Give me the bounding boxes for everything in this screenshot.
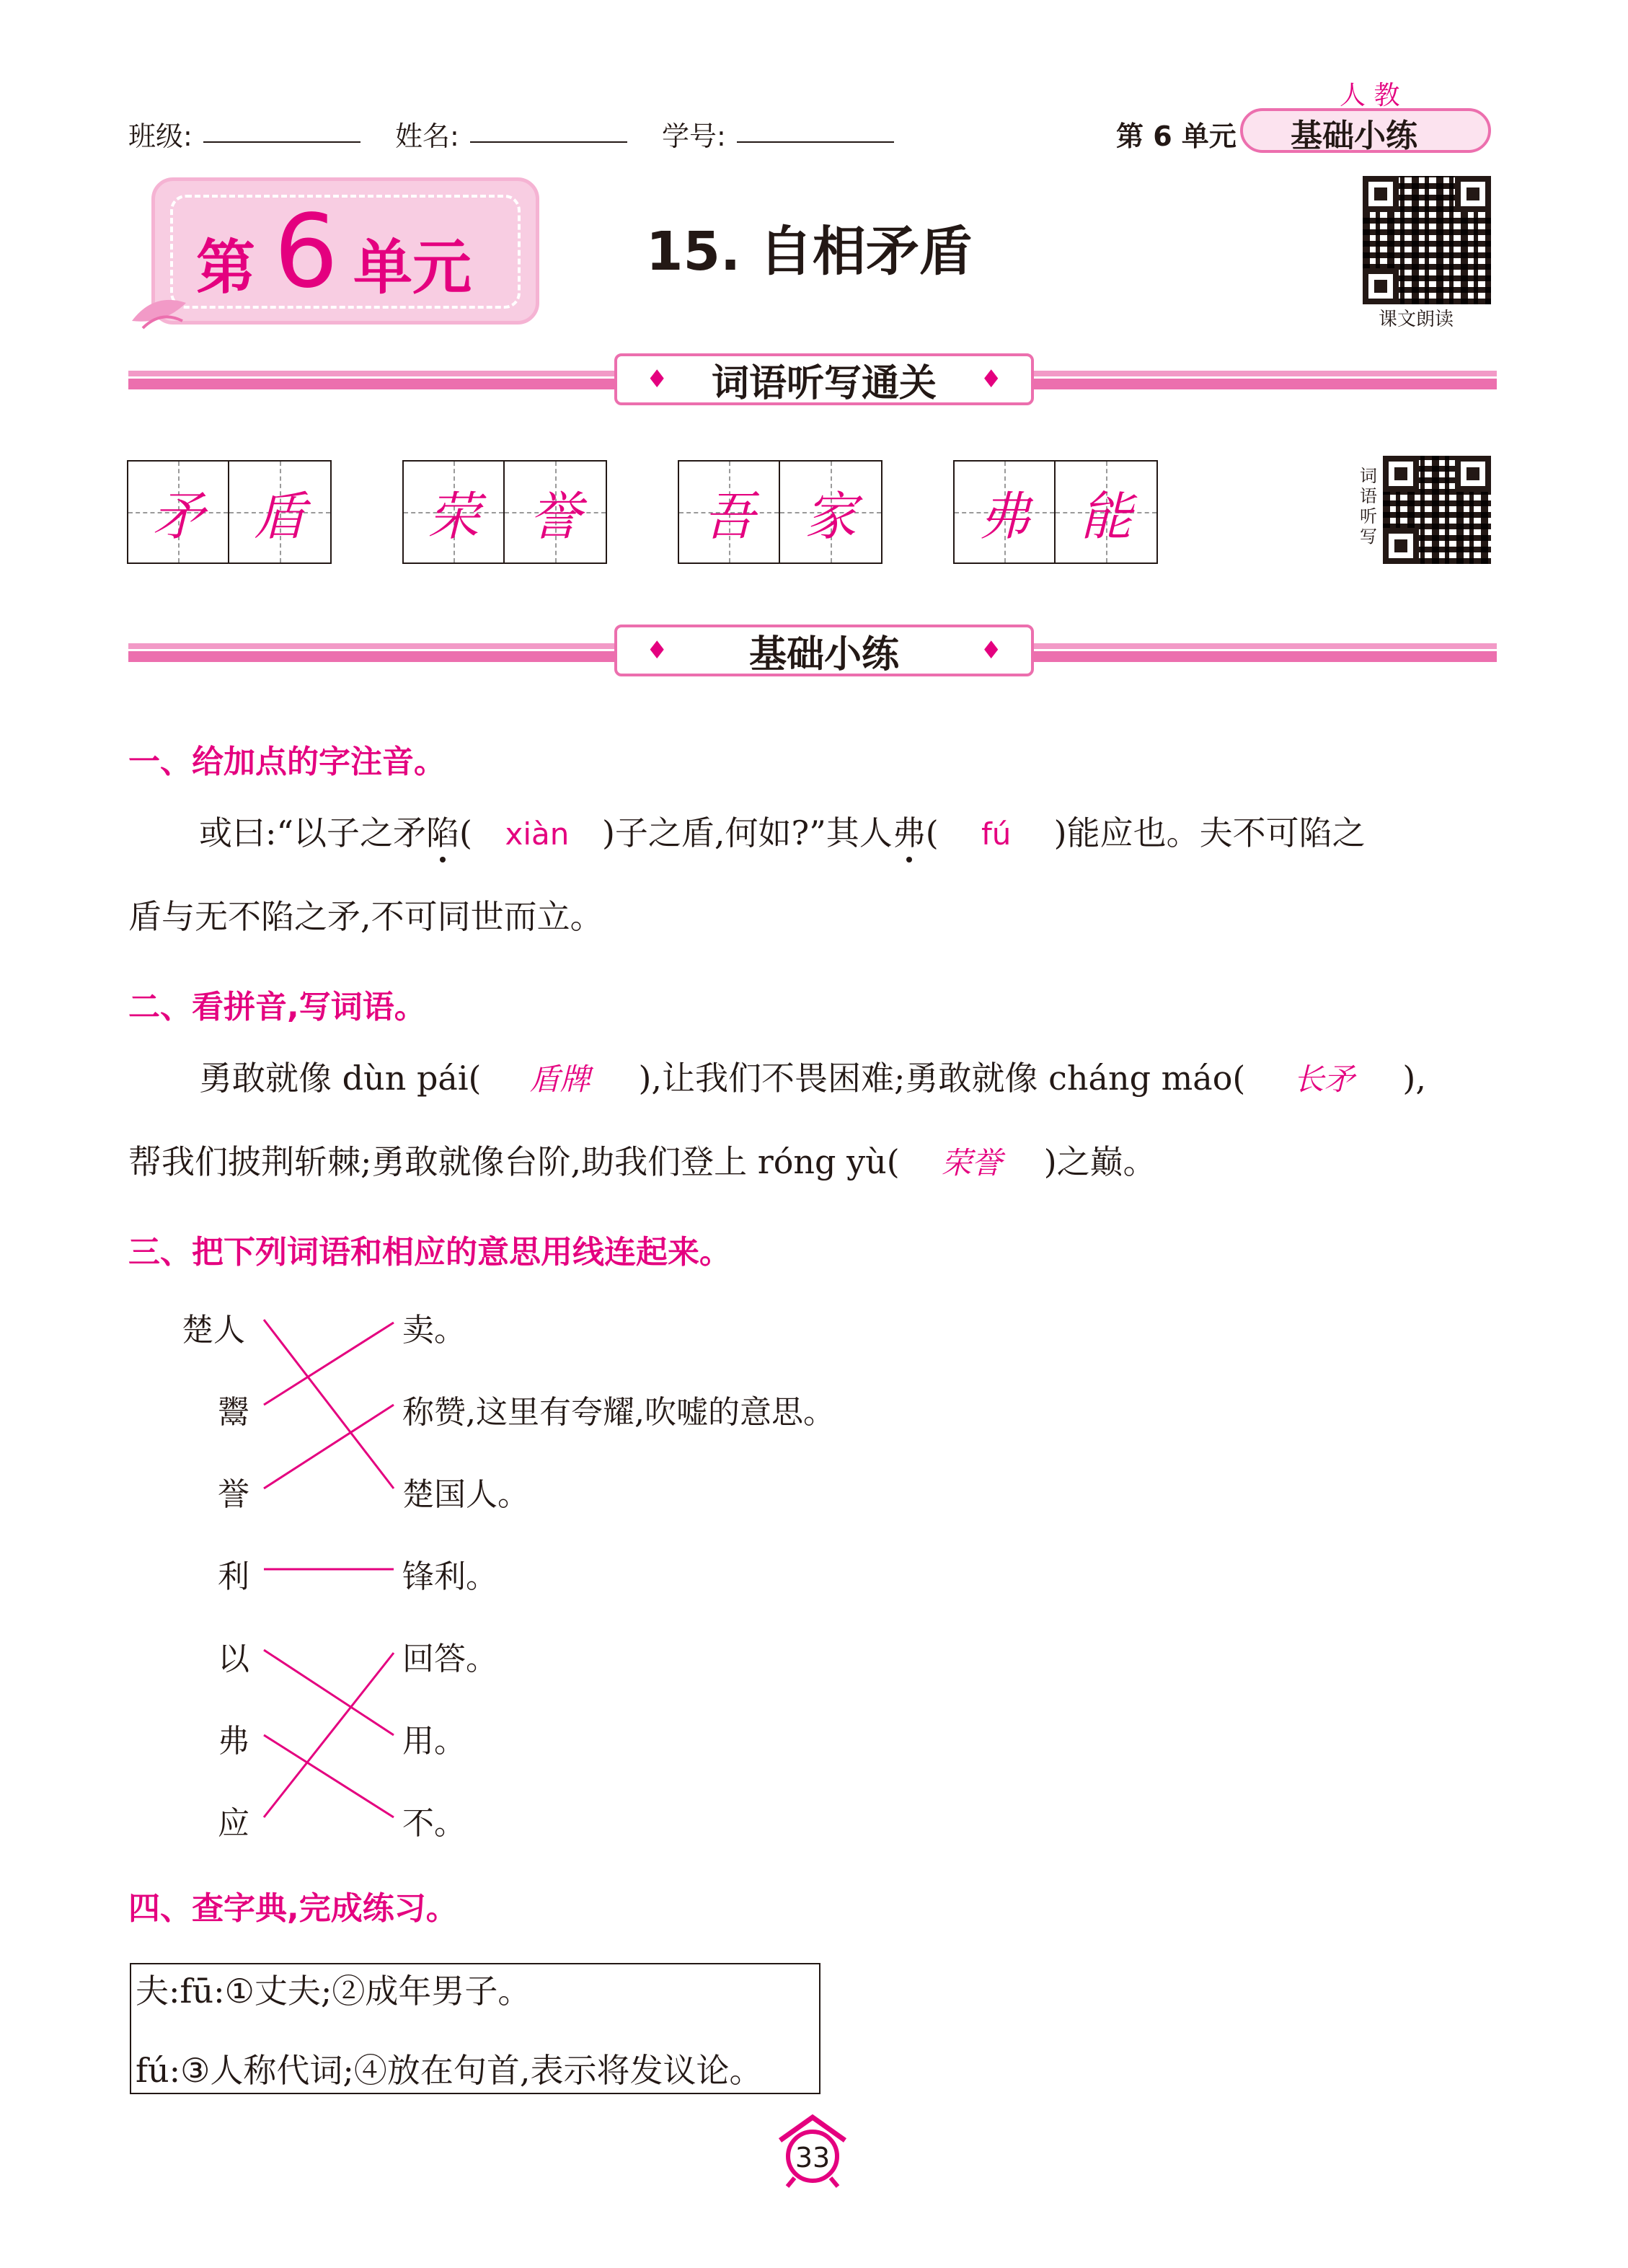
practice-bar-right bbox=[1031, 643, 1497, 662]
grid-cell bbox=[955, 462, 1056, 562]
grid-cell bbox=[128, 462, 229, 562]
right-item[interactable]: 用。 bbox=[402, 1723, 466, 1760]
left-item[interactable]: 弗 bbox=[218, 1723, 249, 1760]
match-line bbox=[264, 1405, 394, 1488]
q2-text: 勇敢就像 dùn pái( bbox=[199, 1059, 482, 1098]
match-line bbox=[264, 1735, 394, 1817]
q1-text: 或曰:“以子之矛 bbox=[199, 813, 427, 852]
right-item[interactable]: 锋利。 bbox=[402, 1558, 497, 1595]
match-line bbox=[264, 1653, 394, 1817]
name-field[interactable] bbox=[470, 141, 627, 143]
q1-title: 一、给加点的字注音。 bbox=[128, 744, 446, 780]
qr-code-dictation[interactable] bbox=[1383, 456, 1491, 564]
qr-caption-reading: 课文朗读 bbox=[1379, 309, 1454, 330]
right-item[interactable]: 卖。 bbox=[402, 1312, 466, 1349]
grid-cell bbox=[780, 462, 881, 562]
qr-caption-dictation: 词语听写 bbox=[1360, 466, 1377, 547]
q1-text: ( bbox=[925, 813, 939, 852]
dotted-char: 陷 bbox=[426, 813, 460, 852]
left-item[interactable]: 誉 bbox=[218, 1476, 249, 1513]
class-field[interactable] bbox=[203, 141, 360, 143]
lesson-title: 15. 自相矛盾 bbox=[646, 221, 973, 283]
right-item[interactable]: 称赞,这里有夸耀,吹嘘的意思。 bbox=[402, 1394, 835, 1431]
right-item[interactable]: 楚国人。 bbox=[402, 1476, 529, 1513]
q3-title: 三、把下列词语和相应的意思用线连起来。 bbox=[128, 1234, 731, 1271]
right-item[interactable]: 回答。 bbox=[402, 1641, 497, 1677]
grid-char: 家 bbox=[804, 486, 857, 547]
dictation-title-box bbox=[614, 353, 1034, 405]
word-grid-3 bbox=[678, 460, 882, 564]
q2-answer-3[interactable]: 荣誉 bbox=[941, 1145, 1002, 1181]
grid-char: 矛 bbox=[151, 486, 204, 547]
left-item[interactable]: 以 bbox=[218, 1641, 249, 1677]
q1-line-2: 盾与无不陷之矛,不可同世而立。 bbox=[128, 897, 603, 936]
grid-cell bbox=[1056, 462, 1156, 562]
q1-answer-2[interactable]: fú bbox=[981, 816, 1012, 852]
grid-cell bbox=[229, 462, 330, 562]
match-line bbox=[264, 1323, 394, 1405]
q2-text: ), bbox=[1402, 1059, 1426, 1098]
dictation-bar-left bbox=[128, 371, 617, 389]
word-grid-2 bbox=[402, 460, 607, 564]
practice-bar-left bbox=[128, 643, 617, 662]
diamond-icon: ♦ bbox=[646, 365, 668, 394]
match-line bbox=[264, 1320, 394, 1488]
q4-title: 四、查字典,完成练习。 bbox=[128, 1890, 458, 1927]
brand-text: 基础小练 bbox=[1291, 118, 1417, 154]
q2-answer-1[interactable]: 盾牌 bbox=[529, 1062, 590, 1097]
diamond-icon: ♦ bbox=[980, 365, 1002, 394]
match-line bbox=[264, 1650, 394, 1735]
leaf-icon bbox=[128, 288, 193, 332]
grid-cell bbox=[404, 462, 505, 562]
diamond-icon: ♦ bbox=[980, 636, 1002, 665]
unit-badge-suffix: 单元 bbox=[353, 234, 472, 302]
unit-label: 第 6 单元 bbox=[1116, 120, 1237, 152]
q2-title: 二、看拼音,写词语。 bbox=[128, 989, 426, 1025]
q2-line-1 bbox=[199, 1059, 1426, 1098]
diamond-icon: ♦ bbox=[646, 636, 668, 665]
unit-badge-prefix: 第 bbox=[196, 234, 256, 302]
unit-badge-number: 6 bbox=[274, 193, 339, 311]
left-item[interactable]: 鬻 bbox=[218, 1394, 249, 1431]
student-id-field[interactable] bbox=[737, 141, 894, 143]
q2-text: ),让我们不畏困难;勇敢就像 cháng máo( bbox=[638, 1059, 1246, 1098]
grid-char: 吾 bbox=[702, 486, 755, 547]
practice-title-box bbox=[614, 625, 1034, 676]
grid-char: 能 bbox=[1079, 486, 1132, 547]
practice-title: 基础小练 bbox=[748, 632, 899, 676]
q1-text: ( bbox=[459, 813, 472, 852]
grid-char: 荣 bbox=[427, 486, 479, 547]
grid-cell bbox=[505, 462, 606, 562]
name-label: 姓名: bbox=[395, 120, 459, 152]
q2-line-2 bbox=[128, 1142, 1156, 1181]
class-label: 班级: bbox=[128, 120, 193, 152]
dictation-title: 词语听写通关 bbox=[711, 361, 937, 405]
dictation-bar-right bbox=[1031, 371, 1497, 389]
word-grid-4 bbox=[953, 460, 1158, 564]
q1-text: )能应也。夫不可陷之 bbox=[1053, 813, 1366, 852]
q1-line-1 bbox=[199, 813, 1366, 852]
student-id-label: 学号: bbox=[662, 120, 726, 152]
grid-cell bbox=[679, 462, 780, 562]
grid-char: 弗 bbox=[978, 486, 1030, 547]
left-item[interactable]: 应 bbox=[218, 1805, 249, 1842]
brand-top-text: 人 教 bbox=[1340, 81, 1400, 110]
q1-text: )子之盾,何如?”其人 bbox=[601, 813, 893, 852]
left-item[interactable]: 利 bbox=[218, 1558, 249, 1595]
dictionary-line-1: 夫:fū:①丈夫;②成年男子。 bbox=[136, 1972, 531, 2011]
dictionary-line-2: fú:③人称代词;④放在句首,表示将发议论。 bbox=[136, 2051, 763, 2090]
grid-char: 盾 bbox=[253, 486, 306, 547]
q2-text: 帮我们披荆斩棘;勇敢就像台阶,助我们登上 róng yù( bbox=[128, 1142, 900, 1181]
dotted-char: 弗 bbox=[892, 813, 926, 852]
right-item[interactable]: 不。 bbox=[402, 1805, 466, 1842]
left-item[interactable]: 楚人 bbox=[182, 1312, 245, 1349]
qr-code-text-reading[interactable] bbox=[1363, 176, 1491, 304]
grid-char: 誉 bbox=[528, 486, 581, 547]
q2-answer-2[interactable]: 长矛 bbox=[1293, 1062, 1355, 1097]
word-grid-1 bbox=[127, 460, 332, 564]
q2-text: )之巅。 bbox=[1043, 1142, 1156, 1181]
page-number: 33 bbox=[795, 2142, 831, 2174]
q1-answer-1[interactable]: xiàn bbox=[505, 816, 570, 852]
